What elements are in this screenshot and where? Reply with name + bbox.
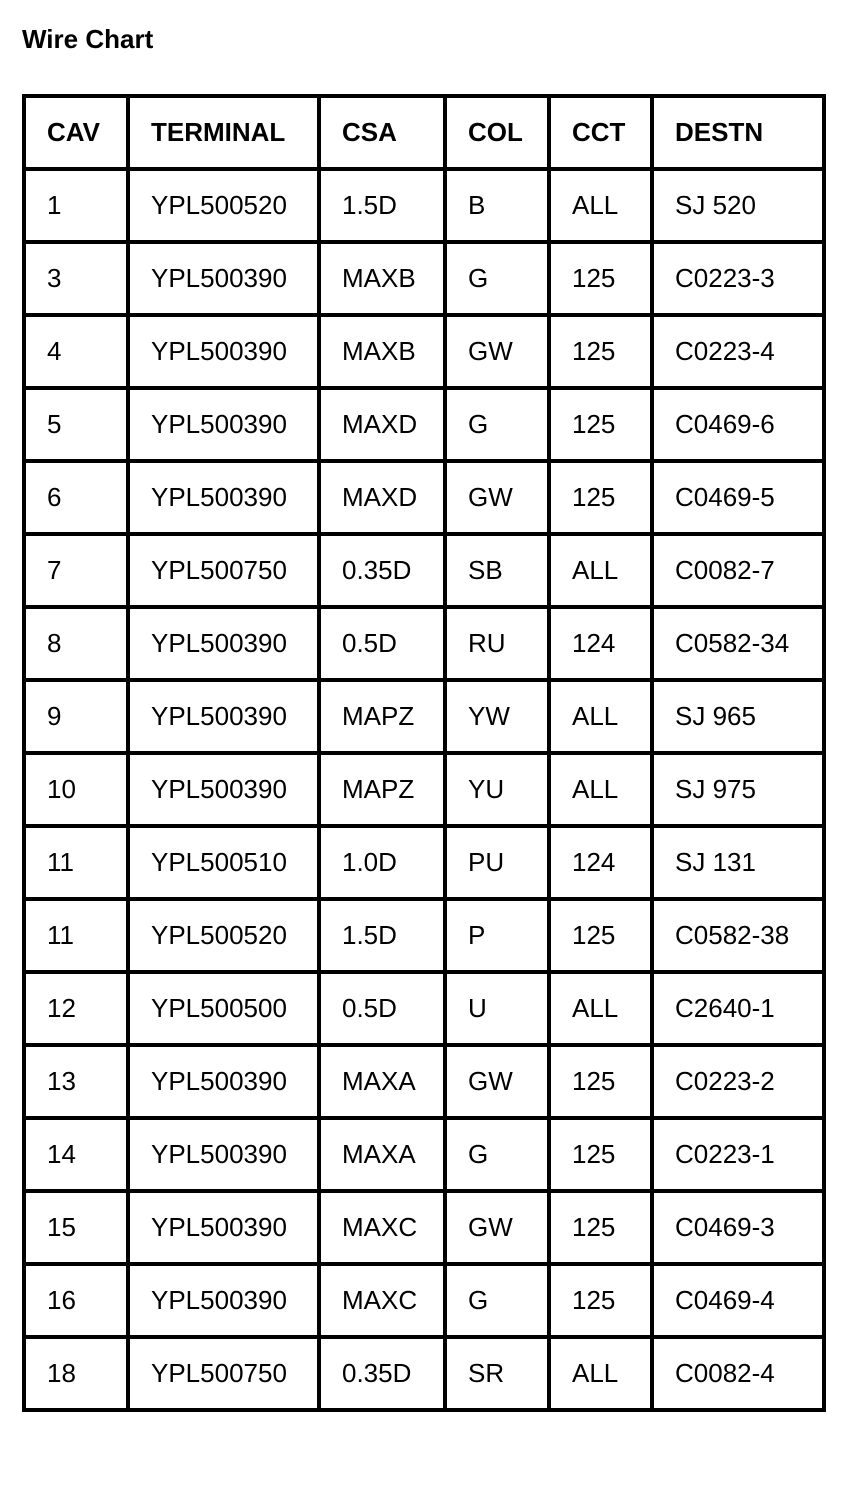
cell-terminal: YPL500500: [128, 972, 319, 1045]
cell-cav: 11: [24, 826, 128, 899]
cell-cct: 124: [549, 607, 652, 680]
cell-cct: 125: [549, 242, 652, 315]
cell-destn: C0223-3: [652, 242, 824, 315]
table-row: [24, 680, 824, 753]
cell-destn: SJ 975: [652, 753, 824, 826]
cell-col: B: [445, 169, 549, 242]
cell-cav: 1: [24, 169, 128, 242]
cell-csa: MAXA: [319, 1045, 445, 1118]
cell-destn: C2640-1: [652, 972, 824, 1045]
cell-cct: 125: [549, 1191, 652, 1264]
header-cav: CAV: [24, 96, 128, 169]
cell-cct: ALL: [549, 972, 652, 1045]
cell-csa: 0.35D: [319, 534, 445, 607]
cell-terminal: YPL500390: [128, 753, 319, 826]
table-row: [24, 388, 824, 461]
table-row: [24, 1118, 824, 1191]
cell-csa: MAXB: [319, 315, 445, 388]
table-row: [24, 242, 824, 315]
cell-cct: 125: [549, 1118, 652, 1191]
cell-cct: 125: [549, 1045, 652, 1118]
cell-cct: 124: [549, 826, 652, 899]
page-title: Wire Chart: [22, 24, 154, 54]
cell-csa: 1.0D: [319, 826, 445, 899]
cell-col: GW: [445, 461, 549, 534]
cell-cav: 13: [24, 1045, 128, 1118]
cell-cct: ALL: [549, 753, 652, 826]
cell-cct: ALL: [549, 534, 652, 607]
cell-cav: 15: [24, 1191, 128, 1264]
cell-col: SR: [445, 1337, 549, 1410]
table-header: [24, 96, 824, 169]
cell-destn: C0223-4: [652, 315, 824, 388]
cell-destn: C0223-1: [652, 1118, 824, 1191]
cell-terminal: YPL500390: [128, 1264, 319, 1337]
cell-cav: 4: [24, 315, 128, 388]
cell-destn: C0469-3: [652, 1191, 824, 1264]
cell-csa: MAPZ: [319, 753, 445, 826]
cell-col: G: [445, 1264, 549, 1337]
cell-col: GW: [445, 1191, 549, 1264]
cell-csa: 1.5D: [319, 899, 445, 972]
cell-col: GW: [445, 315, 549, 388]
cell-col: YU: [445, 753, 549, 826]
cell-col: GW: [445, 1045, 549, 1118]
cell-terminal: YPL500510: [128, 826, 319, 899]
cell-cct: ALL: [549, 1337, 652, 1410]
cell-csa: MAXD: [319, 388, 445, 461]
cell-col: YW: [445, 680, 549, 753]
cell-cct: 125: [549, 461, 652, 534]
table-row: [24, 826, 824, 899]
cell-destn: C0469-6: [652, 388, 824, 461]
table-row: [24, 169, 824, 242]
cell-destn: C0082-4: [652, 1337, 824, 1410]
cell-cav: 3: [24, 242, 128, 315]
cell-destn: C0469-4: [652, 1264, 824, 1337]
cell-csa: MAXC: [319, 1191, 445, 1264]
table-row: [24, 315, 824, 388]
table-row: [24, 534, 824, 607]
cell-csa: MAXD: [319, 461, 445, 534]
cell-cct: ALL: [549, 680, 652, 753]
cell-cav: 6: [24, 461, 128, 534]
header-row: [24, 96, 824, 169]
header-terminal: TERMINAL: [128, 96, 319, 169]
table-row: [24, 461, 824, 534]
cell-csa: MAXA: [319, 1118, 445, 1191]
cell-terminal: YPL500520: [128, 899, 319, 972]
cell-destn: SJ 131: [652, 826, 824, 899]
header-cct: CCT: [549, 96, 652, 169]
cell-csa: 0.5D: [319, 607, 445, 680]
cell-csa: 0.35D: [319, 1337, 445, 1410]
cell-terminal: YPL500390: [128, 461, 319, 534]
cell-cav: 18: [24, 1337, 128, 1410]
table-row: [24, 753, 824, 826]
cell-terminal: YPL500520: [128, 169, 319, 242]
cell-destn: C0582-34: [652, 607, 824, 680]
cell-col: G: [445, 388, 549, 461]
table-row: [24, 1264, 824, 1337]
cell-cct: 125: [549, 388, 652, 461]
cell-destn: C0469-5: [652, 461, 824, 534]
cell-csa: MAPZ: [319, 680, 445, 753]
cell-col: SB: [445, 534, 549, 607]
header-col: COL: [445, 96, 549, 169]
cell-cct: ALL: [549, 169, 652, 242]
cell-terminal: YPL500390: [128, 315, 319, 388]
table-row: [24, 1337, 824, 1410]
cell-col: G: [445, 242, 549, 315]
cell-destn: SJ 965: [652, 680, 824, 753]
table-row: [24, 972, 824, 1045]
wire-chart-table: [22, 94, 826, 1412]
cell-cav: 7: [24, 534, 128, 607]
cell-col: G: [445, 1118, 549, 1191]
cell-terminal: YPL500750: [128, 1337, 319, 1410]
cell-terminal: YPL500390: [128, 242, 319, 315]
cell-terminal: YPL500390: [128, 680, 319, 753]
cell-csa: 0.5D: [319, 972, 445, 1045]
cell-destn: SJ 520: [652, 169, 824, 242]
cell-col: U: [445, 972, 549, 1045]
cell-cav: 12: [24, 972, 128, 1045]
cell-terminal: YPL500390: [128, 1045, 319, 1118]
header-destn: DESTN: [652, 96, 824, 169]
table-row: [24, 1045, 824, 1118]
cell-col: P: [445, 899, 549, 972]
cell-cct: 125: [549, 899, 652, 972]
cell-cav: 5: [24, 388, 128, 461]
cell-cav: 16: [24, 1264, 128, 1337]
cell-cct: 125: [549, 1264, 652, 1337]
table-row: [24, 1191, 824, 1264]
cell-cav: 14: [24, 1118, 128, 1191]
cell-terminal: YPL500750: [128, 534, 319, 607]
cell-destn: C0582-38: [652, 899, 824, 972]
cell-csa: MAXB: [319, 242, 445, 315]
cell-cav: 10: [24, 753, 128, 826]
cell-terminal: YPL500390: [128, 1118, 319, 1191]
header-csa: CSA: [319, 96, 445, 169]
cell-cav: 9: [24, 680, 128, 753]
cell-csa: 1.5D: [319, 169, 445, 242]
cell-terminal: YPL500390: [128, 607, 319, 680]
table-row: [24, 899, 824, 972]
cell-terminal: YPL500390: [128, 388, 319, 461]
table-row: [24, 607, 824, 680]
cell-destn: C0223-2: [652, 1045, 824, 1118]
cell-cct: 125: [549, 315, 652, 388]
cell-destn: C0082-7: [652, 534, 824, 607]
cell-terminal: YPL500390: [128, 1191, 319, 1264]
cell-col: PU: [445, 826, 549, 899]
cell-cav: 8: [24, 607, 128, 680]
cell-col: RU: [445, 607, 549, 680]
table-body: [24, 169, 824, 1410]
cell-csa: MAXC: [319, 1264, 445, 1337]
cell-cav: 11: [24, 899, 128, 972]
